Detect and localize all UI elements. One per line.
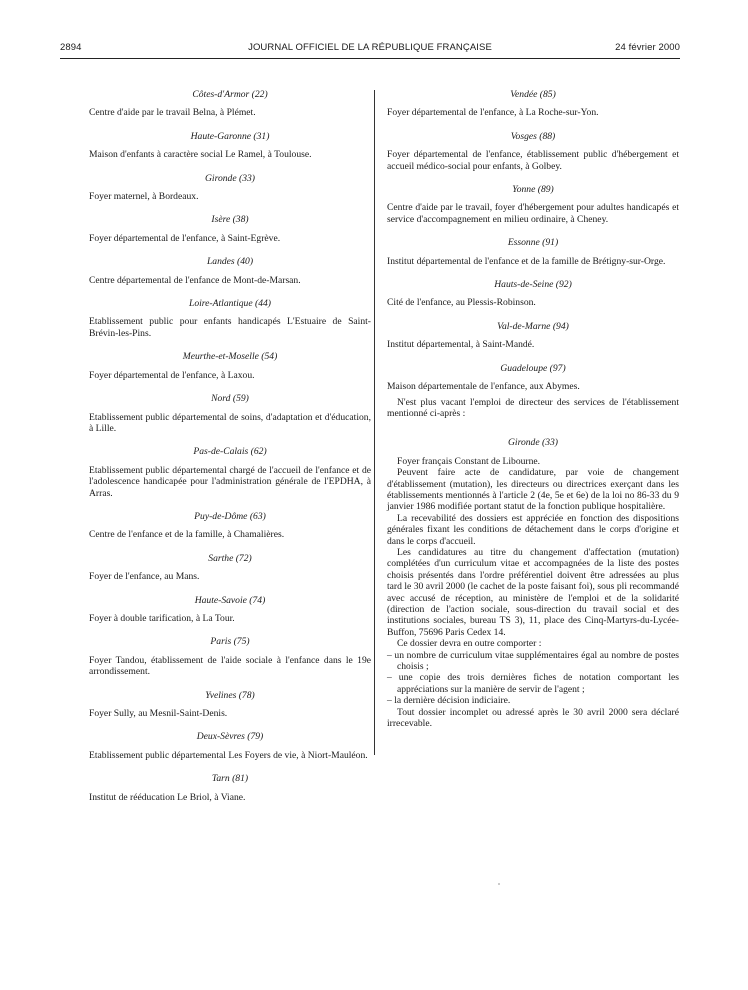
left-column bbox=[89, 89, 371, 815]
candidacy-paragraph-3: Les candidatures au titre du changement d'affectation (mutation) complétées d'un curriculum vitae et accompagnées de la liste des postes choisis présentés dans l'ordre préférentiel doivent être adressées au plus tard le 30 avril 2000 (le cachet de la poste faisant foi), sous pli recommandé avec accusé de réception, au ministère de l'emploi et de la solidarité (direction de l'action sociale, sous-direction du travail social et des institutions sociales, bureau TS 3), 11, place des Cinq-Martyrs-du-Lycée-Buffon, 75696 Paris Cedex 14. bbox=[387, 546, 679, 638]
vacancy-notice: N'est plus vacant l'emploi de directeur des services de l'établissement mentionné ci-après : bbox=[387, 396, 679, 419]
establishment-entry: Etablissement public pour enfants handicapés L'Estuaire de Saint-Brévin-les-Pins. bbox=[89, 316, 371, 339]
list-item: – un nombre de curriculum vitae supplémentaires égal au nombre de postes choisis ; bbox=[387, 649, 679, 673]
dept-heading: Vosges (88) bbox=[510, 130, 556, 142]
dept-heading: Meurthe-et-Moselle (54) bbox=[182, 351, 278, 363]
vacancy-establishment: Foyer français Constant de Libourne. bbox=[397, 455, 541, 467]
dept-heading: Hauts-de-Seine (92) bbox=[494, 279, 572, 291]
dept-heading: Nord (59) bbox=[211, 393, 249, 405]
establishment-entry: Maison départementale de l'enfance, aux Abymes. bbox=[387, 381, 580, 393]
establishment-entry: Foyer de l'enfance, au Mans. bbox=[89, 571, 200, 583]
establishment-entry: Cité de l'enfance, au Plessis-Robinson. bbox=[387, 297, 536, 309]
establishment-entry: Etablissement public départemental Les Foyers de vie, à Niort-Mauléon. bbox=[89, 749, 368, 761]
establishment-entry: Centre départemental de l'enfance de Mont-de-Marsan. bbox=[89, 274, 301, 286]
establishment-entry: Institut départemental, à Saint-Mandé. bbox=[387, 339, 535, 351]
dept-heading: Yvelines (78) bbox=[205, 689, 255, 701]
establishment-entry: Foyer départemental de l'enfance, à La Roche-sur-Yon. bbox=[387, 107, 599, 119]
issue-date: 24 février 2000 bbox=[615, 42, 680, 53]
establishment-entry: Foyer à double tarification, à La Tour. bbox=[89, 612, 235, 624]
establishment-entry: Etablissement public départemental de soins, d'adaptation et d'éducation, à Lille. bbox=[89, 411, 371, 434]
establishment-entry: Foyer départemental de l'enfance, à Saint-Egrève. bbox=[89, 232, 281, 244]
dept-heading: Loire-Atlantique (44) bbox=[189, 298, 271, 310]
establishment-entry: Maison d'enfants à caractère social Le Ramel, à Toulouse. bbox=[89, 149, 312, 161]
dept-heading: Tarn (81) bbox=[211, 773, 249, 785]
establishment-entry: Foyer départemental de l'enfance, à Laxou. bbox=[89, 369, 255, 381]
dept-heading: Deux-Sèvres (79) bbox=[196, 731, 264, 743]
establishment-entry: Foyer Tandou, établissement de l'aide sociale à l'enfance dans le 19e arrondissement. bbox=[89, 654, 371, 678]
establishment-entry: Centre d'aide par le travail Belna, à Plémet. bbox=[89, 107, 256, 119]
establishment-entry: Centre de l'enfance et de la famille, à Chamalières. bbox=[89, 529, 285, 541]
dept-heading: Yonne (89) bbox=[512, 184, 554, 196]
dept-heading: Val-de-Marne (94) bbox=[497, 320, 569, 332]
column-divider bbox=[374, 90, 375, 755]
establishment-entry: Centre d'aide par le travail, foyer d'hébergement pour adultes handicapés et service d'accompagnement en milieu ordinaire, à Cheney. bbox=[387, 202, 679, 225]
establishment-entry: Institut départemental de l'enfance et de la famille de Brétigny-sur-Orge. bbox=[387, 255, 666, 267]
dept-heading: Puy-de-Dôme (63) bbox=[194, 510, 266, 522]
candidacy-paragraph-1: Peuvent faire acte de candidature, par voie de changement d'établissement (mutation), les directeurs ou directrices exerçant dans les établissements mentionnés à l'article 2 (4e, 5e et 6e) de la loi no 86-33 du 9 janvier 1986 modifiée portant statut de la fonction publique hospitalière. bbox=[387, 467, 679, 513]
candidacy-paragraph-4: Ce dossier devra en outre comporter : bbox=[397, 638, 542, 650]
vacancy-dept-heading: Gironde (33) bbox=[507, 437, 558, 449]
establishment-entry: Foyer départemental de l'enfance, établissement public d'hébergement et accueil médico-social pour enfants, à Golbey. bbox=[387, 149, 679, 172]
scan-speck bbox=[498, 883, 500, 885]
dept-heading: Paris (75) bbox=[210, 636, 250, 648]
dept-heading: Gironde (33) bbox=[204, 172, 255, 184]
page-number: 2894 bbox=[60, 42, 82, 53]
right-column bbox=[387, 89, 679, 729]
header-rule bbox=[60, 58, 680, 59]
list-item: – une copie des trois dernières fiches de notation comportant les appréciations sur la manière de servir de l'agent ; bbox=[387, 672, 679, 695]
establishment-entry: Institut de rééducation Le Briol, à Viane. bbox=[89, 791, 246, 803]
dept-heading: Pas-de-Calais (62) bbox=[193, 446, 267, 458]
dept-heading: Côtes-d'Armor (22) bbox=[192, 89, 268, 100]
dept-heading: Haute-Savoie (74) bbox=[194, 594, 266, 606]
candidacy-paragraph-2: La recevabilité des dossiers est appréciée en fonction des dispositions générales fixant les conditions de détachement dans le corps d'origine et dans le corps d'accueil. bbox=[387, 512, 679, 547]
dept-heading: Essonne (91) bbox=[507, 237, 559, 249]
dept-heading: Isère (38) bbox=[211, 214, 249, 226]
dept-heading: Haute-Garonne (31) bbox=[190, 130, 270, 142]
dept-heading: Guadeloupe (97) bbox=[500, 362, 566, 374]
dept-heading: Vendée (85) bbox=[510, 89, 556, 100]
establishment-entry: Foyer maternel, à Bordeaux. bbox=[89, 191, 199, 203]
establishment-entry: Foyer Sully, au Mesnil-Saint-Denis. bbox=[89, 708, 228, 719]
page-header bbox=[60, 42, 680, 58]
journal-title: JOURNAL OFFICIEL DE LA RÉPUBLIQUE FRANÇAISE bbox=[248, 42, 492, 53]
candidacy-paragraph-5: Tout dossier incomplet ou adressé après le 30 avril 2000 sera déclaré irrecevable. bbox=[387, 706, 679, 730]
dept-heading: Landes (40) bbox=[206, 256, 254, 268]
list-item: – la dernière décision indiciaire. bbox=[387, 695, 511, 707]
establishment-entry: Etablissement public départemental chargé de l'accueil de l'enfance et de l'adolescence handicapée pour l'administration générale de l'EPDHA, à Arras. bbox=[89, 464, 371, 499]
dept-heading: Sarthe (72) bbox=[208, 552, 252, 564]
